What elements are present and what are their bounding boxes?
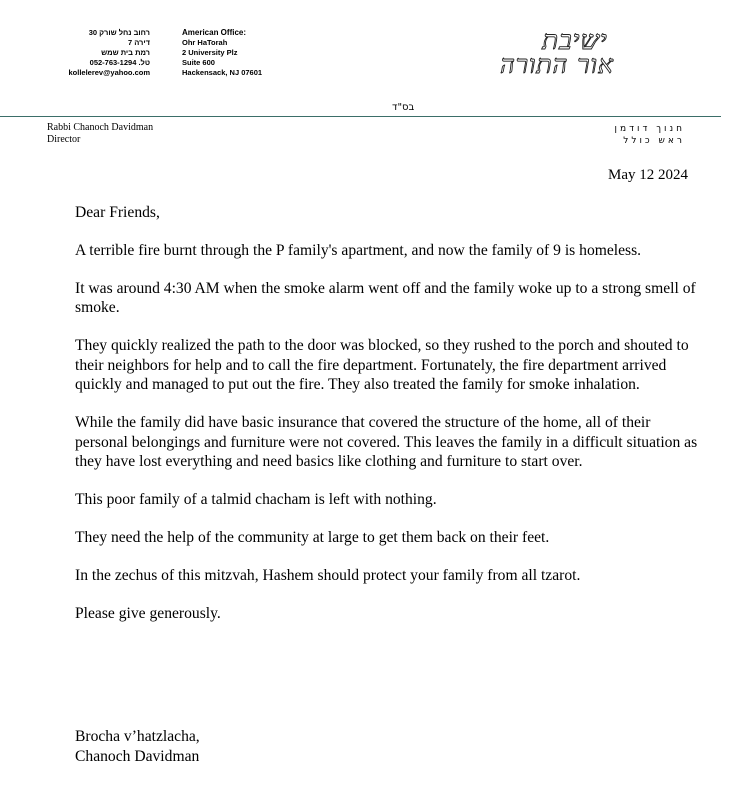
signoff-block: [75, 727, 200, 767]
address-line: רמת בית שמש: [101, 48, 150, 57]
letter-paragraph: In the zechus of this mitzvah, Hashem should protect your family from all tzarot.: [75, 567, 581, 585]
letter-date: May 12 2024: [608, 167, 688, 183]
hebrew-director-title: ראש כולל: [623, 136, 685, 146]
address-line: דירה 7: [127, 38, 150, 47]
letter-paragraph: They need the help of the community at large to get them back on their feet.: [75, 529, 550, 547]
american-office-address: [182, 28, 302, 78]
address-line: Suite 600: [182, 58, 215, 67]
logo-line-2: אור התורה: [500, 50, 614, 79]
header-divider: [0, 116, 721, 117]
letter-paragraph: It was around 4:30 AM when the smoke alarm went off and the family woke up to a strong smell of smoke.: [75, 280, 696, 317]
letter-paragraph: A terrible fire burnt through the P family's apartment, and now the family of 9 is homeless.: [75, 242, 642, 259]
israel-office-address: [60, 28, 150, 78]
letter-paragraph: This poor family of a talmid chacham is left with nothing.: [75, 491, 437, 509]
hebrew-director-block: [615, 123, 685, 147]
signature-name: Chanoch Davidman: [75, 748, 200, 765]
letter-paragraph: Please give generously.: [75, 605, 221, 623]
american-office-label: American Office:: [182, 28, 247, 37]
phone-line: טל. 052-763-1294: [89, 58, 150, 67]
address-line: Hackensack, NJ 07601: [182, 68, 263, 77]
closing-line: Brocha v’hatzlacha,: [75, 728, 200, 745]
address-line: Ohr HaTorah: [182, 38, 228, 47]
salutation: Dear Friends,: [75, 204, 160, 221]
letter-paragraph: They quickly realized the path to the door was blocked, so they rushed to the porch and shouted to their neighbors for help and to call the fire department. Fortunately, the fire department arrived quickly and managed to put out the fire. They also treated the family for smoke inhalation.: [75, 337, 689, 394]
address-line: רחוב נחל שורק 30: [88, 28, 150, 37]
yeshiva-logo: [470, 24, 660, 84]
letter-paragraph: While the family did have basic insurance that covered the structure of the home, all of their personal belongings and furniture were not covered. This leaves the family in a difficult situation as they have lost everything and need basics like clothing and furniture to start over.: [75, 414, 698, 471]
letter-body: [75, 203, 700, 642]
logo-line-1: ישיבת: [542, 26, 608, 56]
address-line: 2 University Plz: [182, 48, 238, 57]
director-block: [47, 122, 153, 146]
director-name: Rabbi Chanoch Davidman: [47, 122, 154, 133]
bsd-mark: בס"ד: [392, 102, 415, 113]
director-title: Director: [47, 134, 81, 145]
hebrew-director-name: חנוך דודמן: [614, 124, 685, 134]
email-line: kollelerev@yahoo.com: [68, 68, 150, 77]
